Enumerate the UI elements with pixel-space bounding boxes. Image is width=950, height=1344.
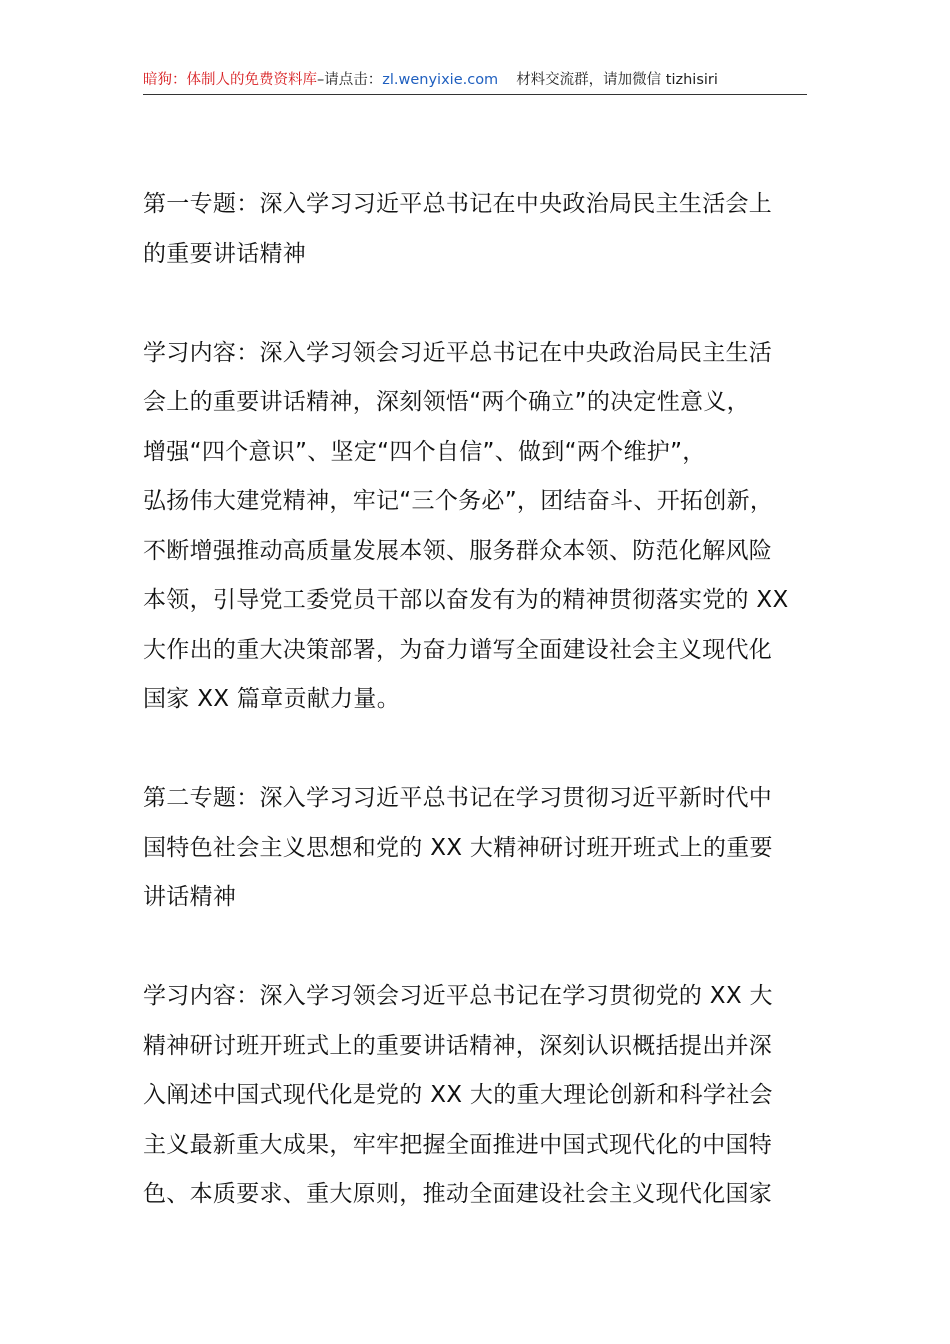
group-contact-text: 材料交流群，请加微信 tizhisiri <box>516 72 718 88</box>
text-line: 国家 XX 篇章贡献力量。 <box>143 686 401 712</box>
text-line: 色、本质要求、重大原则，推动全面建设社会主义现代化国家 <box>143 1181 773 1207</box>
text-line: 讲话精神 <box>143 884 237 910</box>
text-line: 增强“四个意识”、坚定“四个自信”、做到“两个维护”， <box>143 438 706 465</box>
text-line: 主义最新重大成果，牢牢把握全面推进中国式现代化的中国特 <box>143 1131 773 1158</box>
page-header <box>143 66 807 95</box>
text-line: 会上的重要讲话精神，深刻领悟“两个确立”的决定性意义， <box>143 389 750 415</box>
click-prompt: –请点击： <box>317 72 383 88</box>
text-line: 国特色社会主义思想和党的 XX 大精神研讨班开班式上的重要 <box>143 834 773 861</box>
topic-1-title <box>143 180 815 279</box>
document-body <box>143 180 815 1269</box>
topic-2-title <box>143 774 815 923</box>
text-line: 弘扬伟大建党精神，牢记“三个务必”，团结奋斗、开拓创新， <box>143 488 774 514</box>
text-line: 不断增强推动高质量发展本领、服务群众本领、防范化解风险 <box>143 537 773 564</box>
text-line: 本领，引导党工委党员干部以奋发有为的精神贯彻落实党的 XX <box>143 587 789 613</box>
site-link[interactable]: zl.wenyixie.com <box>382 72 499 88</box>
text-line: 第二专题：深入学习习近平总书记在学习贯彻习近平新时代中 <box>143 785 773 811</box>
text-line: 入阐述中国式现代化是党的 XX 大的重大理论创新和科学社会 <box>143 1082 773 1108</box>
text-line: 学习内容：深入学习领会习近平总书记在中央政治局民主生活 <box>143 339 773 366</box>
text-line: 精神研讨班开班式上的重要讲话精神，深刻认识概括提出并深 <box>143 1032 773 1059</box>
topic-1-content <box>143 329 815 725</box>
text-line: 学习内容：深入学习领会习近平总书记在学习贯彻党的 XX 大 <box>143 983 773 1009</box>
text-line: 大作出的重大决策部署，为奋力谱写全面建设社会主义现代化 <box>143 636 773 663</box>
site-name: 暗狗：体制人的免费资料库 <box>143 72 317 88</box>
text-line: 第一专题：深入学习习近平总书记在中央政治局民主生活会上 <box>143 191 773 217</box>
topic-2-content <box>143 972 815 1220</box>
text-line: 的重要讲话精神 <box>143 240 307 267</box>
